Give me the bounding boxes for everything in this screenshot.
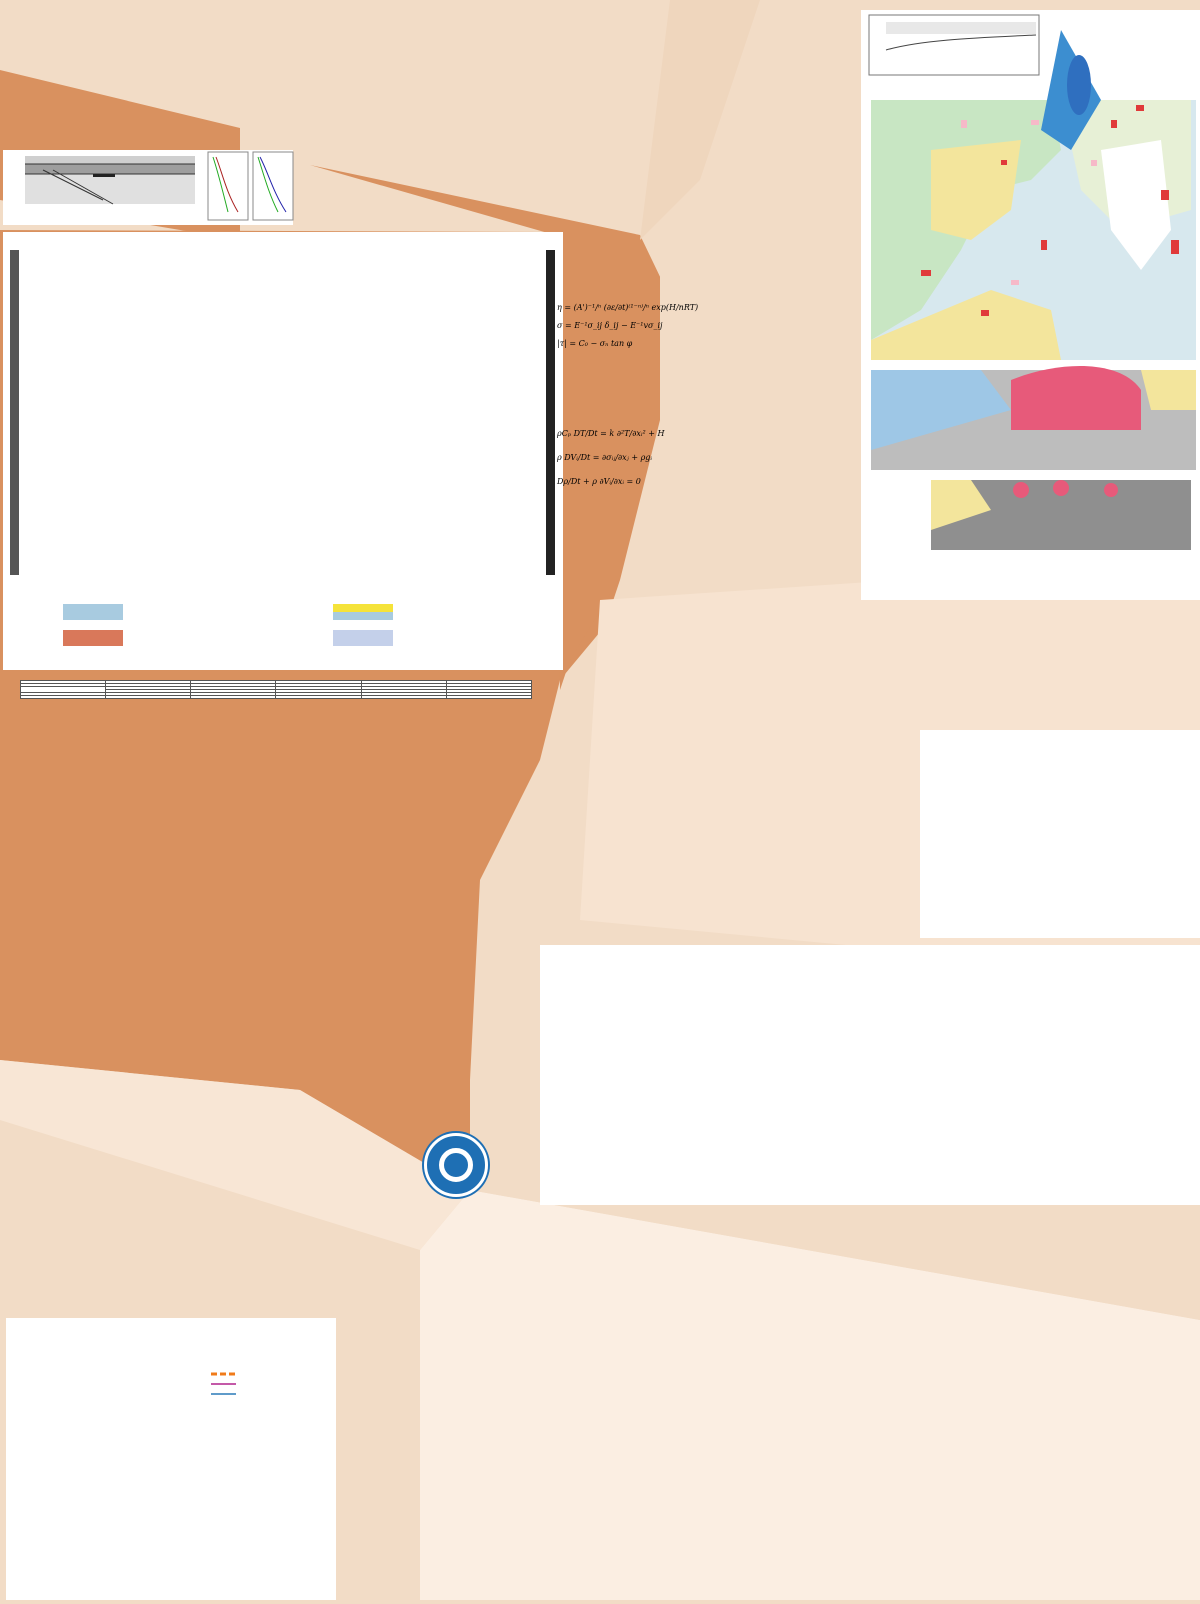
cell [191, 696, 276, 699]
legend-swatch-strat [333, 604, 393, 612]
geologic-map-figure [861, 10, 1200, 600]
cell [361, 696, 446, 699]
phase-strain-figure [540, 945, 1200, 1205]
model-setup-figure [3, 150, 293, 225]
cell [276, 696, 361, 699]
cell [21, 696, 106, 699]
legend-swatch-mantle [333, 630, 393, 646]
svg-text:|τ| = C₀ − σₙ tan φ: |τ| = C₀ − σₙ tan φ [557, 339, 633, 348]
svg-text:ρCₚ DT/Dt = k ∂²T/∂xᵢ² + H: ρCₚ DT/Dt = k ∂²T/∂xᵢ² + H [557, 429, 665, 438]
rock-parameter-table [20, 680, 532, 699]
thermo-equations [555, 418, 665, 498]
legend-swatch-homog [63, 604, 123, 620]
results-figure [3, 232, 563, 670]
svg-text:ρ DVᵢ/Dt = ∂σᵢⱼ/∂xⱼ + ρgᵢ: ρ DVᵢ/Dt = ∂σᵢⱼ/∂xⱼ + ρgᵢ [557, 453, 653, 462]
cell [446, 696, 531, 699]
institute-logo [424, 1133, 488, 1197]
svg-text:η = (A')⁻¹/ⁿ (∂ε/∂t)⁽¹⁻ⁿ⁾/ⁿ ex: η = (A')⁻¹/ⁿ (∂ε/∂t)⁽¹⁻ⁿ⁾/ⁿ exp(H/nRT) [557, 303, 699, 312]
table-row [21, 696, 532, 699]
visco-equations [555, 290, 699, 360]
cell [106, 696, 191, 699]
svg-text:Dρ/Dt + ρ ∂Vᵢ/∂xᵢ = 0: Dρ/Dt + ρ ∂Vᵢ/∂xᵢ = 0 [557, 477, 641, 486]
params-figure [920, 730, 1200, 938]
svg-text:σ = E⁻¹σ_ij δ_ij − E⁻¹vσ_ij: σ = E⁻¹σ_ij δ_ij − E⁻¹vσ_ij [557, 321, 663, 330]
legend-swatch-granite [63, 630, 123, 646]
cooling-figure [6, 1318, 336, 1600]
